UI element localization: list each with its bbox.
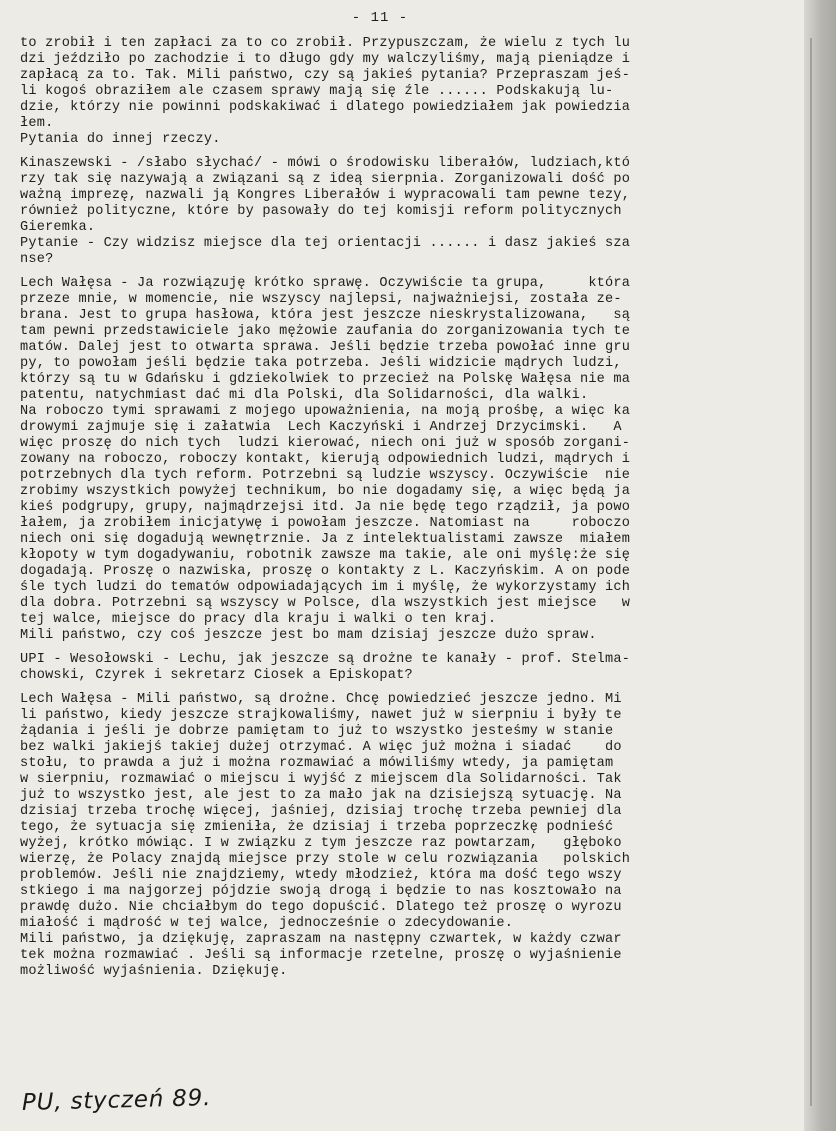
text-line: tam pewni przedstawiciele jako mężowie zaufania do zorganizowania tych te — [20, 324, 631, 339]
text-paragraph — [20, 36, 780, 148]
text-line: również polityczne, które by pasowały do tej komisji reform politycznych — [20, 204, 622, 219]
text-line: kłopoty w tym dogadywaniu, robotnik zawsze ma takie, ale oni myślę:że się — [20, 548, 631, 563]
text-line: drowymi zajmuje się i załatwia Lech Kaczyński i Andrzej Drzycimski. A — [20, 420, 622, 435]
text-line: dzi jeździło po zachodzie i to długo gdy my walczyliśmy, mają pieniądze i — [20, 52, 631, 67]
text-line: Pytania do innej rzeczy. — [20, 132, 221, 147]
text-line: tego, że sytuacja się zmieniła, że dzisiaj i trzeba poprzeczkę podnieść — [20, 820, 614, 835]
text-paragraph — [20, 156, 780, 268]
text-line: Lech Wałęsa - Ja rozwiązuję krótko sprawę. Oczywiście ta grupa, która — [20, 276, 631, 291]
text-line: żądania i jeśli je dobrze pamiętam to już to wszystko jesteśmy w stanie — [20, 724, 614, 739]
page-edge-shadow — [804, 0, 836, 1131]
page-edge-line — [810, 38, 812, 1106]
text-line: stołu, to prawda a już i można rozmawiać a mówiliśmy wtedy, ja pamiętam — [20, 756, 614, 771]
text-line: li kogoś obraziłem ale czasem sprawy mają się źle ...... Podskakują lu- — [20, 84, 614, 99]
text-line: prawdę dużo. Nie chciałbym do tego dopuścić. Dlatego też proszę o wyrozu — [20, 900, 622, 915]
text-paragraph — [20, 652, 780, 684]
text-line: już to wszystko jest, ale jest to za mało jak na dzisiejszą sytuację. Na — [20, 788, 622, 803]
text-line: Pytanie - Czy widzisz miejsce dla tej orientacji ...... i dasz jakieś sza — [20, 236, 631, 251]
text-line: stkiego i ma najgorzej pójdzie swoją drogą i będzie to nas kosztowało na — [20, 884, 622, 899]
handwritten-signature: PU, styczeń 89. — [21, 1085, 212, 1116]
text-line: tek można rozmawiać . Jeśli są informacje rzetelne, proszę o wyjaśnienie — [20, 948, 622, 963]
text-line: więc proszę do nich tych ludzi kierować, niech oni już w sposób zorgani- — [20, 436, 631, 451]
text-line: Mili państwo, czy coś jeszcze jest bo mam dzisiaj jeszcze dużo spraw. — [20, 628, 597, 643]
text-line: chowski, Czyrek i sekretarz Ciosek a Episkopat? — [20, 668, 413, 683]
text-line: którzy są tu w Gdańsku i gdziekolwiek to przecież na Polskę Wałęsa nie ma — [20, 372, 631, 387]
text-line: wierzę, że Polacy znajdą miejsce przy stole w celu rozwiązania polskich — [20, 852, 631, 867]
page-number: - 11 - — [351, 10, 409, 26]
text-line: wyżej, krótko mówiąc. I w związku z tym jeszcze raz powtarzam, głęboko — [20, 836, 622, 851]
text-line: nse? — [20, 252, 54, 267]
text-line: UPI - Wesołowski - Lechu, jak jeszcze są drożne te kanały - prof. Stelma- — [20, 652, 631, 667]
text-line: Gieremka. — [20, 220, 96, 235]
text-paragraph — [20, 276, 780, 644]
text-line: dzisiaj trzeba trochę więcej, jaśniej, dzisiaj trochę trzeba pewniej dla — [20, 804, 622, 819]
text-line: zapłacą za to. Tak. Mili państwo, czy są jakieś pytania? Przepraszam jeś- — [20, 68, 631, 83]
text-line: zowany na roboczo, roboczy kontakt, kierują odpowiednich ludzi, mądrych i — [20, 452, 631, 467]
text-line: zrobimy wszystkich powyżej technikum, bo nie dogadamy się, a więc będą ja — [20, 484, 631, 499]
text-line: matów. Dalej jest to otwarta sprawa. Jeśli będzie trzeba powołać inne gru — [20, 340, 631, 355]
text-line: śle tych ludzi do tematów odpowiadających im i myślę, że wykorzystamy ich — [20, 580, 631, 595]
text-line: łałem, ja zrobiłem inicjatywę i powołam jeszcze. Natomiast na roboczo — [20, 516, 631, 531]
text-line: dzie, którzy nie powinni podskakiwać i dlatego powiedziałem jak powiedzia — [20, 100, 631, 115]
text-line: Mili państwo, ja dziękuję, zapraszam na następny czwartek, w każdy czwar — [20, 932, 622, 947]
text-line: bez walki jakiejś takiej dużej otrzymać. A więc już można i siadać do — [20, 740, 622, 755]
text-line: py, to powołam jeśli będzie taka potrzeba. Jeśli widzicie mądrych ludzi, — [20, 356, 622, 371]
text-line: przeze mnie, w momencie, nie wszyscy najlepsi, najważniejsi, została ze- — [20, 292, 622, 307]
text-line: li państwo, kiedy jeszcze strajkowaliśmy, nawet już w sierpniu i były te — [20, 708, 622, 723]
text-line: dla dobra. Potrzebni są wszyscy w Polsce, dla wszystkich jest miejsce w — [20, 596, 631, 611]
text-line: możliwość wyjaśnienia. Dziękuję. — [20, 964, 288, 979]
text-line: kieś podgrupy, grupy, najmądrzejsi itd. Ja nie będę tego rządził, ja powo — [20, 500, 631, 515]
text-line: w sierpniu, rozmawiać o miejscu i wyjść z miejscem dla Solidarności. Tak — [20, 772, 622, 787]
text-line: łem. — [20, 116, 54, 131]
text-paragraph — [20, 692, 780, 980]
text-line: Na roboczo tymi sprawami z mojego upoważnienia, na moją prośbę, a więc ka — [20, 404, 631, 419]
text-line: miałość i mądrość w tej walce, jednocześnie o zdecydowanie. — [20, 916, 514, 931]
text-line: potrzebnych dla tych reform. Potrzebni są ludzie wszyscy. Oczywiście nie — [20, 468, 631, 483]
text-line: brana. Jest to grupa hasłowa, która jest jeszcze nieskrystalizowana, są — [20, 308, 631, 323]
text-line: ważną imprezę, nazwali ją Kongres Liberałów i wypracowali tam pewne tezy, — [20, 188, 631, 203]
text-line: Lech Wałęsa - Mili państwo, są drożne. Chcę powiedzieć jeszcze jedno. Mi — [20, 692, 622, 707]
text-line: rzy tak się nazywają a związani są z ideą sierpnia. Zorganizowali dość po — [20, 172, 631, 187]
text-line: tej walce, miejsce do pracy dla kraju i walki o ten kraj. — [20, 612, 497, 627]
document-body — [20, 36, 780, 988]
text-line: problemów. Jeśli nie znajdziemy, wtedy młodzież, która ma dość tego wszy — [20, 868, 622, 883]
text-line: patentu, natychmiast dać mi dla Polski, dla Solidarności, dla walki. — [20, 388, 589, 403]
text-line: to zrobił i ten zapłaci za to co zrobił. Przypuszczam, że wielu z tych lu — [20, 36, 631, 51]
text-line: dogadają. Proszę o nazwiska, proszę o kontakty z L. Kaczyńskim. A on pode — [20, 564, 631, 579]
text-line: niech oni się dogadują wewnętrznie. Ja z intelektualistami zawsze miałem — [20, 532, 631, 547]
text-line: Kinaszewski - /słabo słychać/ - mówi o środowisku liberałów, ludziach,któ — [20, 156, 631, 171]
